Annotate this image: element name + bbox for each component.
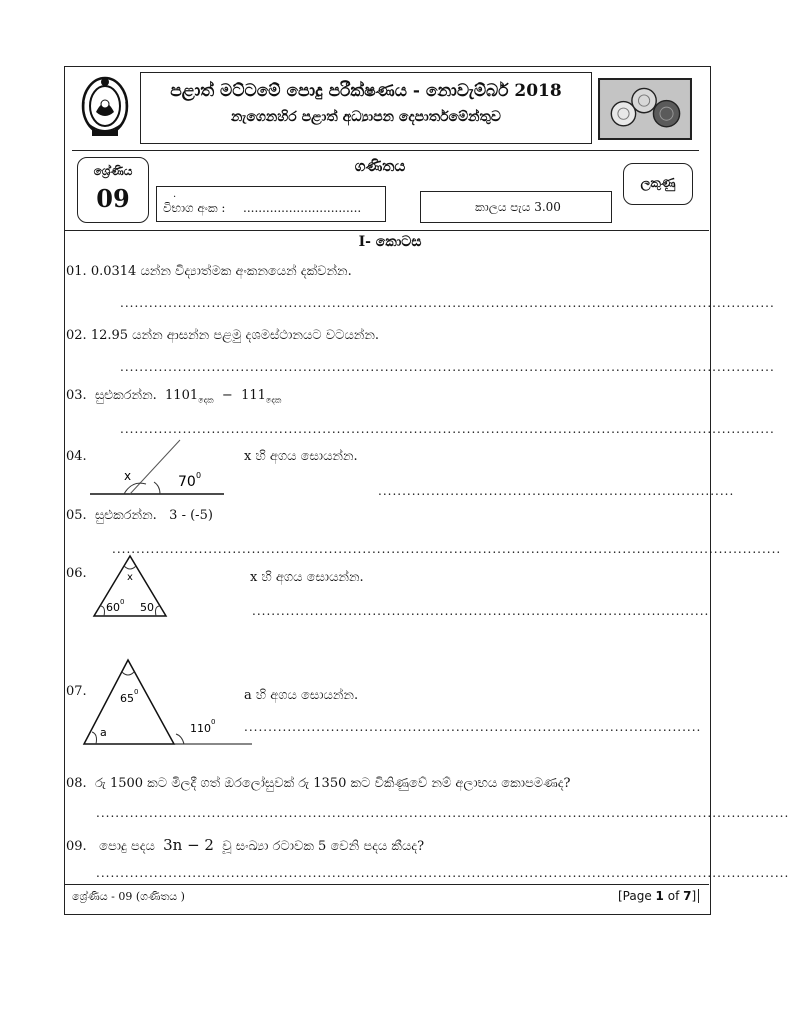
- svg-text:60: 60: [106, 601, 120, 614]
- figure-04: [88, 438, 228, 500]
- question-03: 03. සුළුකරන්න. $1101_{දෙක} - 111_{දෙක}$: [66, 388, 282, 405]
- figure-06: [90, 552, 172, 622]
- grade-label: ශ්‍රේණිය: [93, 164, 133, 178]
- marks-box: ලකුණු: [623, 163, 693, 205]
- index-label: විභාග අංක :: [163, 201, 226, 215]
- subject-title: ගණිතය: [354, 157, 406, 175]
- figure-07: [80, 656, 256, 750]
- question-04-text: x හි අගය සොයන්න.: [244, 449, 358, 464]
- footer-grade-subject: ශ්‍රේණිය - 09 (ගණිතය ): [72, 890, 185, 903]
- time-label: කාලය පැය 3.00: [475, 200, 561, 214]
- question-07-number: 07.: [66, 684, 87, 699]
- question-05: 05. සුළුකරන්න. 3 - (-5): [66, 508, 213, 523]
- answer-line-09: ................................................................................................................................................: [96, 866, 789, 880]
- answer-line-01: ........................................................................................................................................: [120, 296, 775, 310]
- question-07-text: a හි අගය සොයන්න.: [244, 688, 359, 703]
- time-box: [420, 191, 612, 223]
- exam-title: පළාත් මට්ටමේ පොදු පරීක්ෂණය - නොවැම්බර් 2018: [170, 81, 562, 101]
- title-box: [140, 72, 592, 144]
- fig04-angle-label: 70: [178, 474, 196, 490]
- answer-line-04: ..........................................................................: [378, 484, 735, 498]
- svg-text:x: x: [127, 572, 133, 583]
- svg-text:0: 0: [211, 718, 216, 726]
- answer-line-07: ...............................................................................................: [244, 720, 702, 734]
- answer-line-06: ...............................................................................................: [252, 604, 710, 618]
- question-09: 09. පොදු පදය 3n − 2 වූ සංඛ්‍යා රටාවක 5 වෙනි පදය කීයද?: [66, 836, 425, 854]
- grade-value: 09: [96, 184, 130, 213]
- coins-image: [598, 78, 692, 140]
- svg-text:0: 0: [120, 598, 125, 606]
- svg-text:0: 0: [196, 471, 202, 480]
- svg-text:0: 0: [134, 688, 139, 696]
- svg-text:65: 65: [120, 692, 134, 705]
- index-dots: ...............................: [243, 201, 362, 215]
- question-06-number: 06.: [66, 566, 87, 581]
- svg-text:50: 50: [140, 601, 154, 614]
- fig04-x-label: x: [124, 469, 132, 483]
- page-indicator: [Page 1 of 7]: [618, 889, 699, 903]
- grade-box: [77, 157, 149, 223]
- answer-line-05: ...........................................................................................................................................: [112, 542, 782, 556]
- header-separator: [65, 230, 709, 231]
- svg-text:a: a: [100, 726, 107, 739]
- answer-line-02: ........................................................................................................................................: [120, 360, 775, 374]
- sri-lanka-emblem-icon: [78, 72, 132, 144]
- svg-text:110: 110: [190, 722, 211, 735]
- index-number-box: . විභාග අංක : ...............................: [156, 186, 386, 222]
- footer-separator: [65, 884, 709, 885]
- part-title: I- කොටස: [358, 234, 422, 250]
- question-08: 08. රු 1500 කට මිලදී ගත් ඔරලෝසුවක් රු 1350 කට විකිණුවේ නම් අලාභය කොපමණද?: [66, 776, 571, 791]
- answer-line-08: ................................................................................................................................................: [96, 806, 789, 820]
- department-title: නැගෙනහිර පළාත් අධ්‍යාපන දෙපාර්තමේන්තුව: [231, 109, 501, 125]
- question-06-text: x හි අගය සොයන්න.: [250, 570, 364, 585]
- answer-line-03: ........................................................................................................................................: [120, 422, 775, 436]
- question-01: 01. 0.0314 යන්න විද්‍යාත්මක අංකනයෙන් දක්වන්න.: [66, 264, 352, 279]
- question-04-number: 04.: [66, 449, 87, 464]
- question-02: 02. 12.95 යන්න ආසන්න පළමු දශමස්ථානයට වටයන්න.: [66, 328, 380, 343]
